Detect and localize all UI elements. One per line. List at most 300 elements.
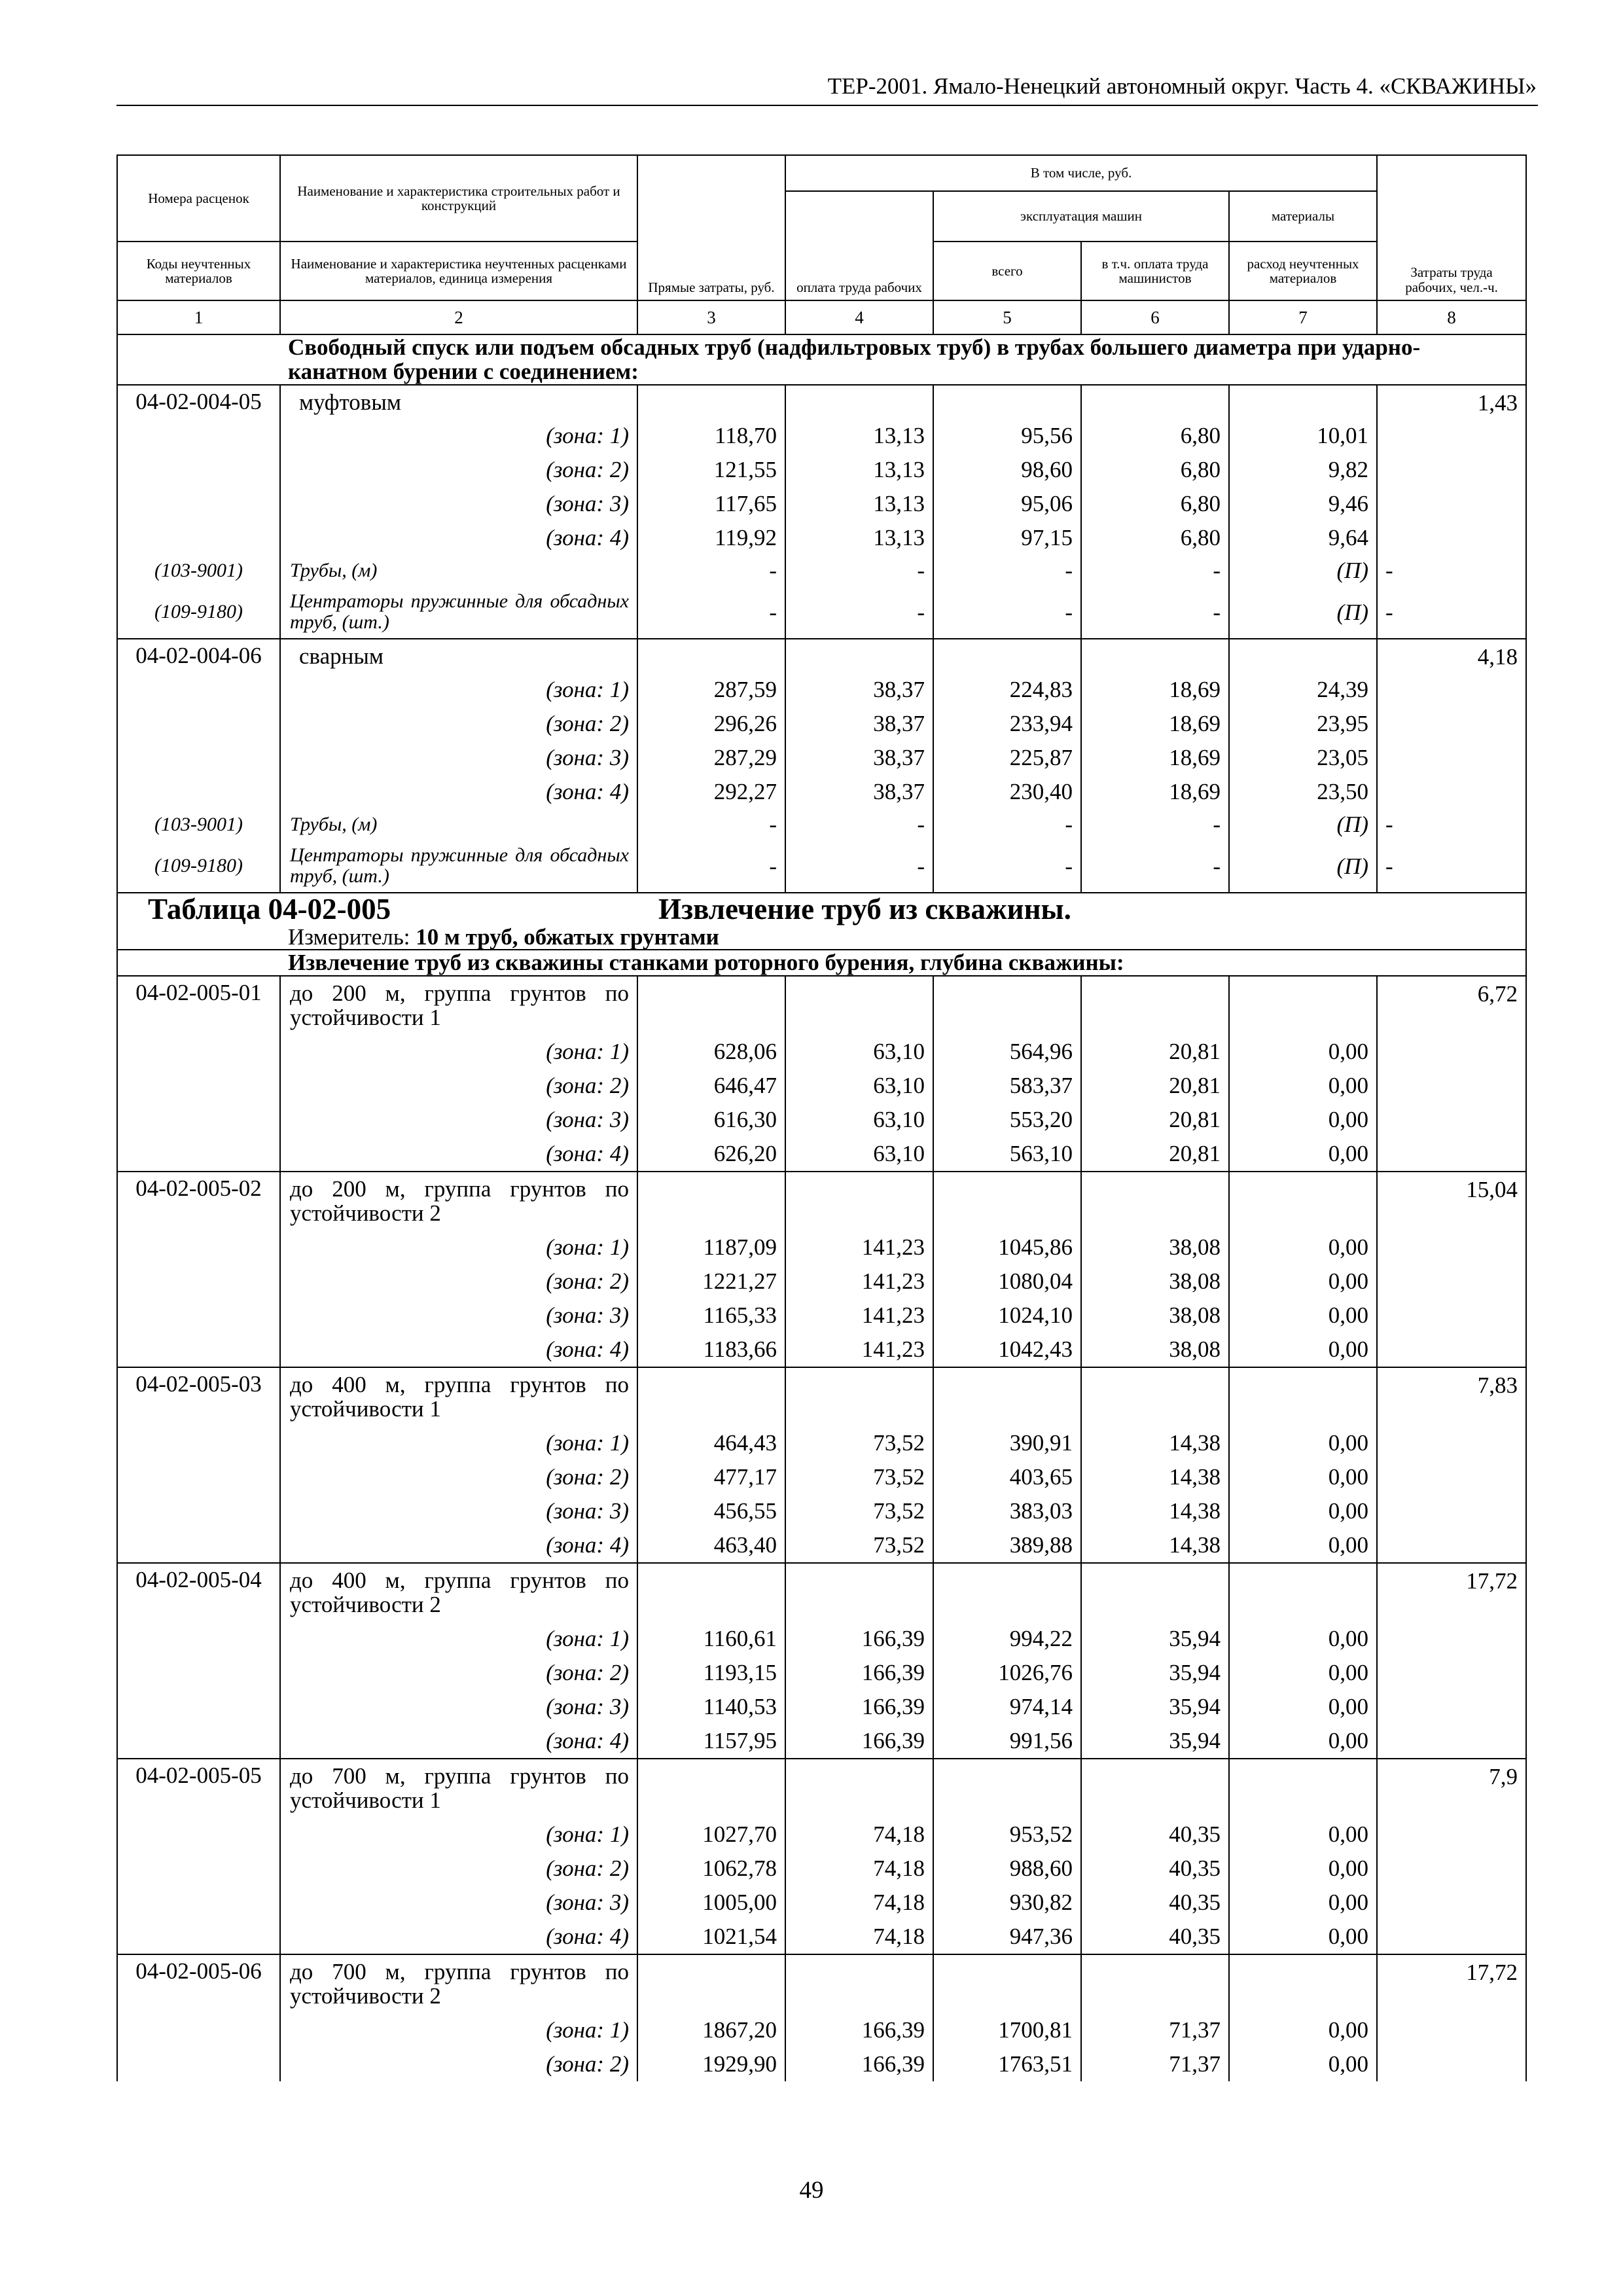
zone-value: 930,82 xyxy=(933,1886,1081,1920)
zone-value: 6,80 xyxy=(1081,419,1229,453)
rate-code: 04-02-005-05 xyxy=(117,1759,280,1954)
empty-cell xyxy=(933,1172,1081,1230)
empty-cell xyxy=(637,1759,785,1818)
section-title: Свободный спуск или подъем обсадных труб (надфильтровых труб) в трубах большего диаметра при ударно-канатном бурении с соединением: xyxy=(280,334,1526,385)
zone-value: 1763,51 xyxy=(933,2047,1081,2081)
meter-cell xyxy=(280,925,1526,950)
zone-value: 71,37 xyxy=(1081,2047,1229,2081)
zone-value: 63,10 xyxy=(785,1137,933,1172)
zone-value: 9,64 xyxy=(1229,521,1377,555)
zone-value: 292,27 xyxy=(637,775,785,809)
empty-cell xyxy=(1229,1954,1377,2013)
rate-name: до 200 м, группа грунтов по устойчивости 1 xyxy=(280,976,637,1035)
empty-cell xyxy=(785,385,933,419)
zone-value: 463,40 xyxy=(637,1528,785,1563)
zone-label: (зона: 4) xyxy=(280,1137,637,1172)
zone-value: 0,00 xyxy=(1229,1460,1377,1494)
material-row xyxy=(117,586,1526,639)
material-last: - xyxy=(1377,840,1526,893)
zone-value: 14,38 xyxy=(1081,1426,1229,1460)
header-materials-group: материалы xyxy=(1229,191,1377,242)
material-value: - xyxy=(785,555,933,586)
zone-value: 464,43 xyxy=(637,1426,785,1460)
zone-value: 71,37 xyxy=(1081,2013,1229,2047)
empty-cell xyxy=(637,1563,785,1622)
empty-cell xyxy=(1081,639,1229,673)
material-code: (109-9180) xyxy=(117,840,280,893)
material-value: - xyxy=(1081,586,1229,639)
zone-row xyxy=(117,1852,1526,1886)
material-value: - xyxy=(1081,840,1229,893)
zone-row xyxy=(117,707,1526,741)
zone-value: 0,00 xyxy=(1229,1818,1377,1852)
zone-label: (зона: 2) xyxy=(280,453,637,487)
zone-value: 63,10 xyxy=(785,1103,933,1137)
zone-label: (зона: 1) xyxy=(280,419,637,453)
zone-value: 74,18 xyxy=(785,1818,933,1852)
zone-value: 40,35 xyxy=(1081,1886,1229,1920)
zone-row xyxy=(117,1690,1526,1724)
empty-cell xyxy=(1081,1563,1229,1622)
zone-value: 73,52 xyxy=(785,1426,933,1460)
zone-value: 1026,76 xyxy=(933,1656,1081,1690)
zone-row xyxy=(117,1818,1526,1852)
zone-value: 0,00 xyxy=(1229,2047,1377,2081)
zone-value: 95,56 xyxy=(933,419,1081,453)
material-value: (П) xyxy=(1229,809,1377,840)
empty-cell xyxy=(1081,1954,1229,2013)
zone-label: (зона: 2) xyxy=(280,2047,637,2081)
zone-value: 141,23 xyxy=(785,1265,933,1299)
table-row xyxy=(117,1759,1526,1818)
zone-value: 23,50 xyxy=(1229,775,1377,809)
empty-cell xyxy=(933,1563,1081,1622)
zone-value: 0,00 xyxy=(1229,1333,1377,1367)
empty-cell xyxy=(1229,1759,1377,1818)
zone-value: 296,26 xyxy=(637,707,785,741)
table-title-row xyxy=(117,893,1526,925)
empty-cell xyxy=(117,925,280,950)
zone-label: (зона: 4) xyxy=(280,521,637,555)
zone-value: 646,47 xyxy=(637,1069,785,1103)
zone-value: 20,81 xyxy=(1081,1069,1229,1103)
page-header-title: ТЕР-2001. Ямало-Ненецкий автономный округ. Часть 4. «СКВАЖИНЫ» xyxy=(827,73,1537,99)
zone-label: (зона: 2) xyxy=(280,1460,637,1494)
rate-name: до 200 м, группа грунтов по устойчивости 2 xyxy=(280,1172,637,1230)
zone-value: 73,52 xyxy=(785,1494,933,1528)
zone-value: 38,08 xyxy=(1081,1333,1229,1367)
zone-label: (зона: 1) xyxy=(280,673,637,707)
empty-cell xyxy=(1081,385,1229,419)
rate-code: 04-02-004-06 xyxy=(117,639,280,809)
zone-value: 166,39 xyxy=(785,1656,933,1690)
header-col8: Затраты труда рабочих, чел.-ч. xyxy=(1377,155,1526,300)
zone-value: 35,94 xyxy=(1081,1656,1229,1690)
rate-name: до 700 м, группа грунтов по устойчивости 2 xyxy=(280,1954,637,2013)
empty-cell xyxy=(637,1172,785,1230)
rate-code: 04-02-005-02 xyxy=(117,1172,280,1367)
zone-value: 1045,86 xyxy=(933,1230,1081,1265)
material-value: - xyxy=(637,809,785,840)
zone-value: 1157,95 xyxy=(637,1724,785,1759)
zone-value: 13,13 xyxy=(785,487,933,521)
zone-value: 953,52 xyxy=(933,1818,1081,1852)
zone-value: 6,80 xyxy=(1081,521,1229,555)
zone-value: 0,00 xyxy=(1229,1069,1377,1103)
zone-row xyxy=(117,1460,1526,1494)
empty-cell xyxy=(1081,1367,1229,1426)
header-col4: оплата труда рабочих xyxy=(785,191,933,300)
zone-value: 40,35 xyxy=(1081,1920,1229,1954)
material-last: - xyxy=(1377,586,1526,639)
zone-value: 74,18 xyxy=(785,1886,933,1920)
material-name: Центраторы пружинные для обсадных труб, (шт.) xyxy=(280,586,637,639)
material-name: Трубы, (м) xyxy=(280,809,637,840)
zone-value: 13,13 xyxy=(785,521,933,555)
rate-code: 04-02-005-03 xyxy=(117,1367,280,1563)
zone-value: 141,23 xyxy=(785,1333,933,1367)
zone-value: 994,22 xyxy=(933,1622,1081,1656)
zone-label: (зона: 1) xyxy=(280,2013,637,2047)
zone-value: 166,39 xyxy=(785,1724,933,1759)
zone-value: 626,20 xyxy=(637,1137,785,1172)
labor-cost: 17,72 xyxy=(1377,1954,1526,2081)
zone-label: (зона: 1) xyxy=(280,1818,637,1852)
material-value: - xyxy=(637,586,785,639)
rate-code: 04-02-004-05 xyxy=(117,385,280,555)
zone-value: 1700,81 xyxy=(933,2013,1081,2047)
zone-value: 73,52 xyxy=(785,1460,933,1494)
zone-label: (зона: 4) xyxy=(280,1724,637,1759)
zone-row xyxy=(117,1035,1526,1069)
empty-cell xyxy=(785,1954,933,2013)
zone-value: 20,81 xyxy=(1081,1103,1229,1137)
section-title: Извлечение труб из скважины станками роторного бурения, глубина скважины: xyxy=(280,950,1526,975)
zone-value: 1027,70 xyxy=(637,1818,785,1852)
zone-label: (зона: 3) xyxy=(280,487,637,521)
empty-cell xyxy=(933,976,1081,1035)
labor-cost: 6,72 xyxy=(1377,976,1526,1172)
material-value: - xyxy=(933,555,1081,586)
material-value: - xyxy=(785,840,933,893)
zone-value: 225,87 xyxy=(933,741,1081,775)
zone-value: 35,94 xyxy=(1081,1690,1229,1724)
col-number: 4 xyxy=(785,300,933,334)
header-col7: расход неучтенных материалов xyxy=(1229,242,1377,300)
zone-value: 0,00 xyxy=(1229,1494,1377,1528)
zone-row xyxy=(117,1494,1526,1528)
table-name: Извлечение труб из скважины. xyxy=(658,892,1071,925)
zone-value: 553,20 xyxy=(933,1103,1081,1137)
material-code: (103-9001) xyxy=(117,809,280,840)
zone-value: 38,37 xyxy=(785,707,933,741)
empty-cell xyxy=(1081,976,1229,1035)
zone-value: 13,13 xyxy=(785,419,933,453)
zone-value: 9,46 xyxy=(1229,487,1377,521)
empty-cell xyxy=(785,1759,933,1818)
empty-cell xyxy=(637,639,785,673)
labor-cost: 1,43 xyxy=(1377,385,1526,555)
zone-value: 0,00 xyxy=(1229,1035,1377,1069)
empty-cell xyxy=(933,1759,1081,1818)
zone-value: 1193,15 xyxy=(637,1656,785,1690)
zone-row xyxy=(117,1724,1526,1759)
table-row xyxy=(117,639,1526,673)
zone-label: (зона: 3) xyxy=(280,1494,637,1528)
zone-value: 0,00 xyxy=(1229,1886,1377,1920)
zone-value: 390,91 xyxy=(933,1426,1081,1460)
rate-name: сварным xyxy=(280,639,637,673)
zone-value: 1005,00 xyxy=(637,1886,785,1920)
empty-cell xyxy=(1081,1759,1229,1818)
zone-value: 38,37 xyxy=(785,741,933,775)
zone-value: 9,82 xyxy=(1229,453,1377,487)
rate-name: муфтовым xyxy=(280,385,637,419)
zone-value: 1929,90 xyxy=(637,2047,785,2081)
labor-cost: 15,04 xyxy=(1377,1172,1526,1367)
empty-cell xyxy=(785,1367,933,1426)
zone-value: 1042,43 xyxy=(933,1333,1081,1367)
meter-label: Измеритель: xyxy=(288,924,416,950)
zone-value: 35,94 xyxy=(1081,1724,1229,1759)
empty-cell xyxy=(1229,1563,1377,1622)
empty-cell xyxy=(785,1172,933,1230)
zone-label: (зона: 2) xyxy=(280,1852,637,1886)
material-value: - xyxy=(637,555,785,586)
zone-label: (зона: 2) xyxy=(280,1069,637,1103)
zone-value: 1140,53 xyxy=(637,1690,785,1724)
zone-label: (зона: 3) xyxy=(280,1886,637,1920)
rate-name: до 700 м, группа грунтов по устойчивости 1 xyxy=(280,1759,637,1818)
zone-value: 0,00 xyxy=(1229,1137,1377,1172)
zone-value: 18,69 xyxy=(1081,775,1229,809)
zone-value: 38,08 xyxy=(1081,1230,1229,1265)
zone-value: 74,18 xyxy=(785,1920,933,1954)
zone-label: (зона: 3) xyxy=(280,741,637,775)
table-title-cell xyxy=(117,893,1526,925)
header-col1-top: Номера расценок xyxy=(117,155,280,242)
zone-value: 121,55 xyxy=(637,453,785,487)
empty-cell xyxy=(1229,385,1377,419)
zone-value: 230,40 xyxy=(933,775,1081,809)
zone-value: 38,08 xyxy=(1081,1299,1229,1333)
zone-label: (зона: 3) xyxy=(280,1299,637,1333)
header-col3: Прямые затраты, руб. xyxy=(637,155,785,300)
zone-value: 1160,61 xyxy=(637,1622,785,1656)
zone-value: 1187,09 xyxy=(637,1230,785,1265)
zone-value: 13,13 xyxy=(785,453,933,487)
zone-value: 0,00 xyxy=(1229,1622,1377,1656)
zone-value: 73,52 xyxy=(785,1528,933,1563)
zone-label: (зона: 4) xyxy=(280,1920,637,1954)
zone-value: 117,65 xyxy=(637,487,785,521)
zone-value: 95,06 xyxy=(933,487,1081,521)
labor-cost: 7,9 xyxy=(1377,1759,1526,1954)
material-row xyxy=(117,809,1526,840)
empty-cell xyxy=(637,1367,785,1426)
zone-row xyxy=(117,1265,1526,1299)
zone-value: 74,18 xyxy=(785,1852,933,1886)
zone-row xyxy=(117,775,1526,809)
zone-value: 0,00 xyxy=(1229,1724,1377,1759)
table-body xyxy=(117,334,1526,2081)
zone-label: (зона: 1) xyxy=(280,1426,637,1460)
zone-value: 0,00 xyxy=(1229,1299,1377,1333)
zone-value: 0,00 xyxy=(1229,1103,1377,1137)
empty-cell xyxy=(1229,976,1377,1035)
empty-cell xyxy=(933,1367,1081,1426)
zone-value: 23,05 xyxy=(1229,741,1377,775)
zone-value: 616,30 xyxy=(637,1103,785,1137)
zone-row xyxy=(117,1622,1526,1656)
zone-value: 287,59 xyxy=(637,673,785,707)
zone-value: 119,92 xyxy=(637,521,785,555)
section-title-row xyxy=(117,334,1526,385)
table-number: Таблица 04-02-005 xyxy=(148,892,391,925)
price-table xyxy=(116,154,1527,2081)
empty-cell xyxy=(785,976,933,1035)
zone-value: 24,39 xyxy=(1229,673,1377,707)
zone-value: 1867,20 xyxy=(637,2013,785,2047)
zone-value: 10,01 xyxy=(1229,419,1377,453)
material-value: (П) xyxy=(1229,586,1377,639)
zone-value: 0,00 xyxy=(1229,1852,1377,1886)
zone-value: 14,38 xyxy=(1081,1494,1229,1528)
zone-value: 0,00 xyxy=(1229,1265,1377,1299)
zone-value: 564,96 xyxy=(933,1035,1081,1069)
zone-row xyxy=(117,673,1526,707)
zone-row xyxy=(117,419,1526,453)
zone-value: 0,00 xyxy=(1229,1656,1377,1690)
header-col2-bottom: Наименование и характеристика неучтенных расценками материалов, единица измерения xyxy=(280,242,637,300)
zone-value: 97,15 xyxy=(933,521,1081,555)
zone-value: 63,10 xyxy=(785,1035,933,1069)
zone-value: 6,80 xyxy=(1081,487,1229,521)
zone-value: 1062,78 xyxy=(637,1852,785,1886)
zone-row xyxy=(117,1528,1526,1563)
empty-cell xyxy=(1229,1367,1377,1426)
empty-cell xyxy=(785,639,933,673)
zone-value: 20,81 xyxy=(1081,1137,1229,1172)
zone-value: 141,23 xyxy=(785,1230,933,1265)
zone-value: 991,56 xyxy=(933,1724,1081,1759)
header-col5: всего xyxy=(933,242,1081,300)
material-value: (П) xyxy=(1229,555,1377,586)
table-row xyxy=(117,1172,1526,1230)
zone-value: 1024,10 xyxy=(933,1299,1081,1333)
zone-value: 628,06 xyxy=(637,1035,785,1069)
labor-cost: 7,83 xyxy=(1377,1367,1526,1563)
material-value: - xyxy=(785,586,933,639)
rate-name: до 400 м, группа грунтов по устойчивости 2 xyxy=(280,1563,637,1622)
zone-value: 14,38 xyxy=(1081,1528,1229,1563)
labor-cost: 4,18 xyxy=(1377,639,1526,809)
zone-label: (зона: 1) xyxy=(280,1035,637,1069)
empty-cell xyxy=(117,334,280,385)
material-value: - xyxy=(1081,809,1229,840)
zone-row xyxy=(117,1920,1526,1954)
zone-value: 38,08 xyxy=(1081,1265,1229,1299)
zone-value: 166,39 xyxy=(785,2047,933,2081)
header-col1-bottom: Коды неучтенных материалов xyxy=(117,242,280,300)
empty-cell xyxy=(1081,1172,1229,1230)
col-number: 2 xyxy=(280,300,637,334)
labor-cost: 17,72 xyxy=(1377,1563,1526,1759)
empty-cell xyxy=(1229,1172,1377,1230)
zone-label: (зона: 2) xyxy=(280,1265,637,1299)
zone-value: 14,38 xyxy=(1081,1460,1229,1494)
zone-value: 477,17 xyxy=(637,1460,785,1494)
zone-value: 166,39 xyxy=(785,2013,933,2047)
meter-row xyxy=(117,925,1526,950)
zone-row xyxy=(117,1069,1526,1103)
zone-row xyxy=(117,1333,1526,1367)
table-row xyxy=(117,385,1526,419)
zone-row xyxy=(117,1886,1526,1920)
rate-name: до 400 м, группа грунтов по устойчивости 1 xyxy=(280,1367,637,1426)
zone-value: 224,83 xyxy=(933,673,1081,707)
material-row xyxy=(117,555,1526,586)
zone-value: 23,95 xyxy=(1229,707,1377,741)
empty-cell xyxy=(1229,639,1377,673)
zone-row xyxy=(117,741,1526,775)
zone-label: (зона: 4) xyxy=(280,1333,637,1367)
zone-value: 18,69 xyxy=(1081,741,1229,775)
rate-code: 04-02-005-01 xyxy=(117,976,280,1172)
material-value: - xyxy=(637,840,785,893)
header-rule xyxy=(116,105,1538,106)
material-name: Центраторы пружинные для обсадных труб, (шт.) xyxy=(280,840,637,893)
material-value: - xyxy=(933,840,1081,893)
zone-value: 141,23 xyxy=(785,1299,933,1333)
zone-row xyxy=(117,1230,1526,1265)
material-value: - xyxy=(785,809,933,840)
zone-value: 563,10 xyxy=(933,1137,1081,1172)
zone-row xyxy=(117,487,1526,521)
zone-row xyxy=(117,1137,1526,1172)
col-number: 6 xyxy=(1081,300,1229,334)
material-code: (109-9180) xyxy=(117,586,280,639)
zone-row xyxy=(117,2047,1526,2081)
table-row xyxy=(117,976,1526,1035)
zone-row xyxy=(117,1103,1526,1137)
zone-value: 974,14 xyxy=(933,1690,1081,1724)
zone-value: 988,60 xyxy=(933,1852,1081,1886)
zone-row xyxy=(117,1426,1526,1460)
zone-value: 456,55 xyxy=(637,1494,785,1528)
zone-row xyxy=(117,521,1526,555)
table-row xyxy=(117,1563,1526,1622)
zone-value: 233,94 xyxy=(933,707,1081,741)
empty-cell xyxy=(933,639,1081,673)
zone-label: (зона: 1) xyxy=(280,1230,637,1265)
col-number: 8 xyxy=(1377,300,1526,334)
zone-value: 40,35 xyxy=(1081,1852,1229,1886)
zone-value: 0,00 xyxy=(1229,1426,1377,1460)
zone-value: 63,10 xyxy=(785,1069,933,1103)
zone-value: 40,35 xyxy=(1081,1818,1229,1852)
zone-value: 389,88 xyxy=(933,1528,1081,1563)
material-value: - xyxy=(933,586,1081,639)
col-number: 7 xyxy=(1229,300,1377,334)
zone-value: 118,70 xyxy=(637,419,785,453)
table-row xyxy=(117,1954,1526,2013)
table-row xyxy=(117,1367,1526,1426)
meter-value: 10 м труб, обжатых грунтами xyxy=(416,924,719,950)
zone-value: 6,80 xyxy=(1081,453,1229,487)
rate-code: 04-02-005-04 xyxy=(117,1563,280,1759)
empty-cell xyxy=(933,385,1081,419)
